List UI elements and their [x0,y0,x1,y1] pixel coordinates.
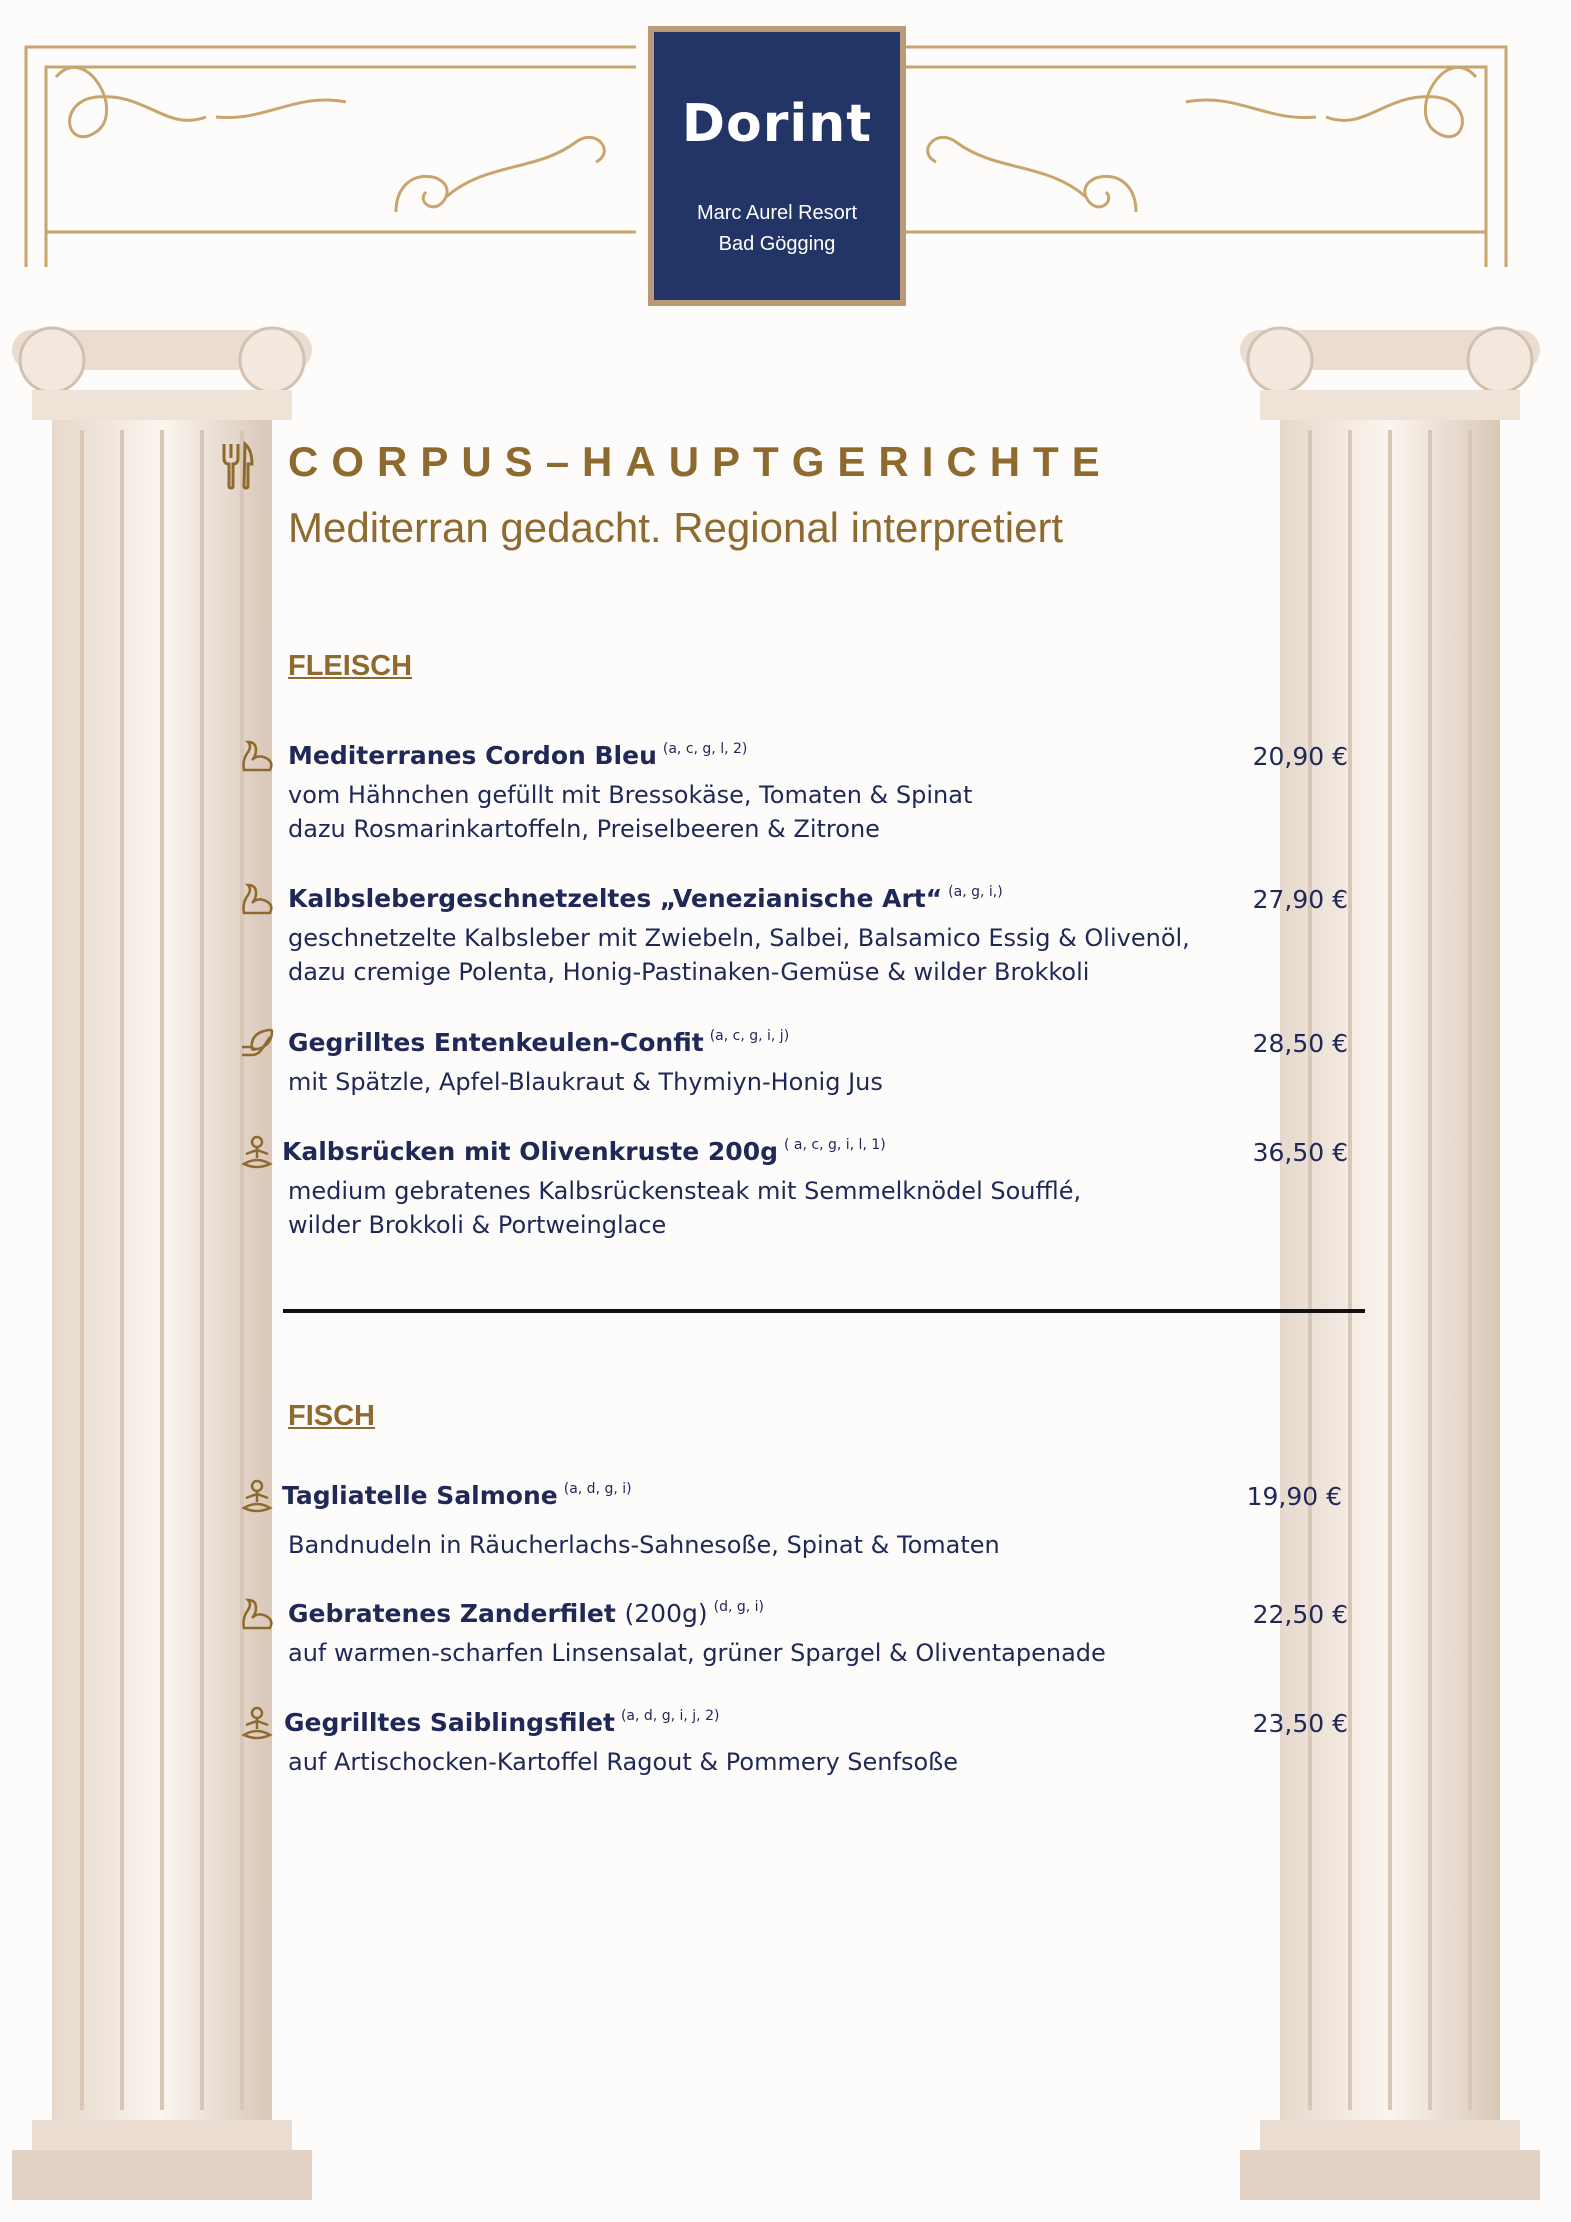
logo-resort-name: Marc Aurel Resort [696,202,858,224]
dish-name: Gegrilltes Entenkeulen-Confit $^{(a, c, g, i, j)}$ [288,1028,790,1057]
column-right [1240,290,1540,2210]
flexed-arm-icon [238,1596,276,1634]
dish-description: Bandnudeln in Räucherlachs-Sahnesoße, Spinat & Tomaten [288,1531,1000,1559]
dish-name: Mediterranes Cordon Bleu $^{(a, c, g, l, 2)}$ [288,741,748,770]
dish-name: Gebratenes Zanderfilet (200g) $^{(d, g, i)}$ [288,1599,764,1628]
dish-price: 19,90 € [1246,1482,1342,1511]
allergen-codes: (a, d, g, i, j, 2) [620,1708,720,1724]
dish-description: auf warmen-scharfen Linsensalat, grüner Spargel & Oliventapenade [288,1639,1106,1667]
dish-name: Tagliatelle Salmone $^{(a, d, g, i)}$ [282,1481,632,1510]
allergen-codes: ( a, c, g, i, l, 1) [783,1137,886,1153]
dish-price: 20,90 € [1252,742,1348,771]
dish-name: Gegrilltes Saiblingsfilet $^{(a, d, g, i, j, 2)}$ [284,1708,720,1737]
dish-name: Kalbslebergeschnetzeltes „Venezianische Art“ $^{(a, g, i,)}$ [288,884,1003,913]
logo-brand: Dorint [681,94,873,154]
logo-location: Bad Gögging [718,233,836,255]
meditation-icon [238,1478,276,1516]
flexed-arm-icon [238,881,276,919]
meditation-icon [238,1134,276,1172]
allergen-codes: (a, c, g, l, 2) [662,741,748,757]
allergen-codes: (a, c, g, i, j) [709,1028,790,1044]
dish-price: 36,50 € [1252,1138,1348,1167]
section-heading-fisch: FISCH [288,1400,375,1432]
dish-description: mit Spätzle, Apfel-Blaukraut & Thymiyn-Honig Jus [288,1068,883,1096]
dish-description: medium gebratenes Kalbsrückensteak mit Semmelknödel Soufflé, wilder Brokkoli & Portweinglace [288,1177,1082,1239]
dish-description: vom Hähnchen gefüllt mit Bressokäse, Tomaten & Spinat dazu Rosmarinkartoffeln, Preiselbeeren & Zitrone [288,781,973,843]
dish-price: 27,90 € [1252,885,1348,914]
page-subtitle: Mediterran gedacht. Regional interpretiert [288,504,1064,551]
section-divider [283,1309,1365,1313]
meditation-icon [238,1705,276,1743]
allergen-codes: (a, g, i,) [948,884,1003,900]
dish-description: auf Artischocken-Kartoffel Ragout & Pommery Senfsoße [288,1748,959,1776]
column-left [12,290,312,2210]
dish-price: 23,50 € [1252,1709,1348,1738]
dish-weight: (200g) [624,1599,708,1628]
dish-price: 22,50 € [1252,1600,1348,1629]
dish-description: geschnetzelte Kalbsleber mit Zwiebeln, Salbei, Balsamico Essig & Olivenöl, dazu cremige Polenta, Honig-Pastinaken-Gemüse & wilder Brokkoli [288,924,1190,986]
leaf-hand-icon [238,1025,276,1063]
dorint-logo [648,26,906,306]
cutlery-icon [220,440,256,490]
flexed-arm-icon [238,738,276,776]
allergen-codes: (d, g, i) [713,1599,764,1615]
dish-price: 28,50 € [1252,1029,1348,1058]
allergen-codes: (a, d, g, i) [563,1481,632,1497]
section-heading-fleisch: FLEISCH [288,650,413,682]
dish-name: Kalbsrücken mit Olivenkruste 200g $^{( a, c, g, i, l, 1)}$ [282,1137,886,1166]
page-title: CORPUS–HAUPTGERICHTE [288,438,1113,485]
